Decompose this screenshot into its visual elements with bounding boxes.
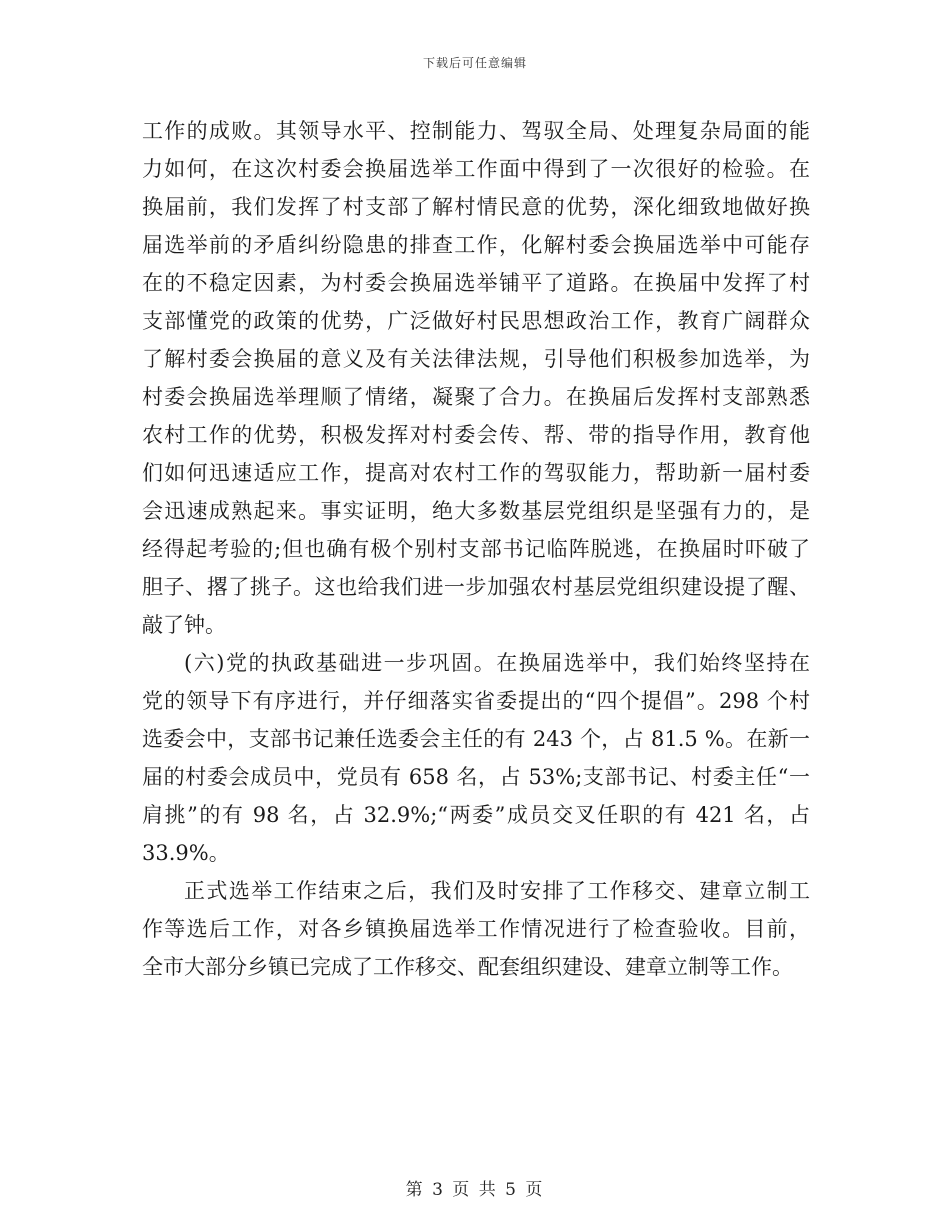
paragraph-1 bbox=[142, 112, 810, 644]
text-line: 党的领导下有序进行，并仔细落实省委提出的“四个提倡”。298 个村 bbox=[142, 689, 810, 713]
text-line: 们如何迅速适应工作，提高对农村工作的驾驭能力，帮助新一届村委 bbox=[142, 461, 810, 485]
text-line: 工作的成败。其领导水平、控制能力、驾驭全局、处理复杂局面的能 bbox=[142, 119, 810, 143]
text-line: 33.9%。 bbox=[142, 841, 230, 865]
document-body bbox=[142, 112, 810, 986]
text-line: 选委会中，支部书记兼任选委会主任的有 243 个，占 81.5 %。在新一 bbox=[142, 727, 810, 751]
text-line: 经得起考验的;但也确有极个别村支部书记临阵脱逃，在换届时吓破了 bbox=[142, 537, 810, 561]
text-line: 作等选后工作，对各乡镇换届选举工作情况进行了检查验收。目前， bbox=[142, 917, 810, 941]
text-line: 届的村委会成员中，党员有 658 名，占 53%;支部书记、村委主任“一 bbox=[142, 765, 810, 789]
text-line: (六)党的执政基础进一步巩固。在换届选举中，我们始终坚持在 bbox=[184, 651, 810, 675]
page-header-note: 下载后可任意编辑 bbox=[422, 56, 527, 70]
text-line: 力如何，在这次村委会换届选举工作面中得到了一次很好的检验。在 bbox=[142, 157, 810, 181]
text-line: 正式选举工作结束之后，我们及时安排了工作移交、建章立制工 bbox=[184, 879, 810, 903]
text-line: 全市大部分乡镇已完成了工作移交、配套组织建设、建章立制等工作。 bbox=[142, 955, 793, 979]
text-line: 支部懂党的政策的优势，广泛做好村民思想政治工作，教育广阔群众 bbox=[142, 309, 810, 333]
text-line: 在的不稳定因素，为村委会换届选举铺平了道路。在换届中发挥了村 bbox=[142, 271, 810, 295]
text-line: 敲了钟。 bbox=[142, 613, 226, 637]
page-number-footer: 第 3 页 共 5 页 bbox=[405, 1180, 545, 1200]
text-line: 了解村委会换届的意义及有关法律法规，引导他们积极参加选举，为 bbox=[142, 347, 810, 371]
text-line: 换届前，我们发挥了村支部了解村情民意的优势，深化细致地做好换 bbox=[142, 195, 810, 219]
paragraph-3 bbox=[142, 872, 810, 986]
paragraph-2 bbox=[142, 644, 810, 872]
text-line: 届选举前的矛盾纠纷隐患的排查工作，化解村委会换届选举中可能存 bbox=[142, 233, 810, 257]
text-line: 农村工作的优势，积极发挥对村委会传、帮、带的指导作用，教育他 bbox=[142, 423, 810, 447]
text-line: 肩挑”的有 98 名，占 32.9%;“两委”成员交叉任职的有 421 名，占 bbox=[142, 803, 810, 827]
text-line: 会迅速成熟起来。事实证明，绝大多数基层党组织是坚强有力的，是 bbox=[142, 499, 810, 523]
text-line: 胆子、撂了挑子。这也给我们进一步加强农村基层党组织建设提了醒、 bbox=[142, 575, 810, 599]
text-line: 村委会换届选举理顺了情绪，凝聚了合力。在换届后发挥村支部熟悉 bbox=[142, 385, 810, 409]
